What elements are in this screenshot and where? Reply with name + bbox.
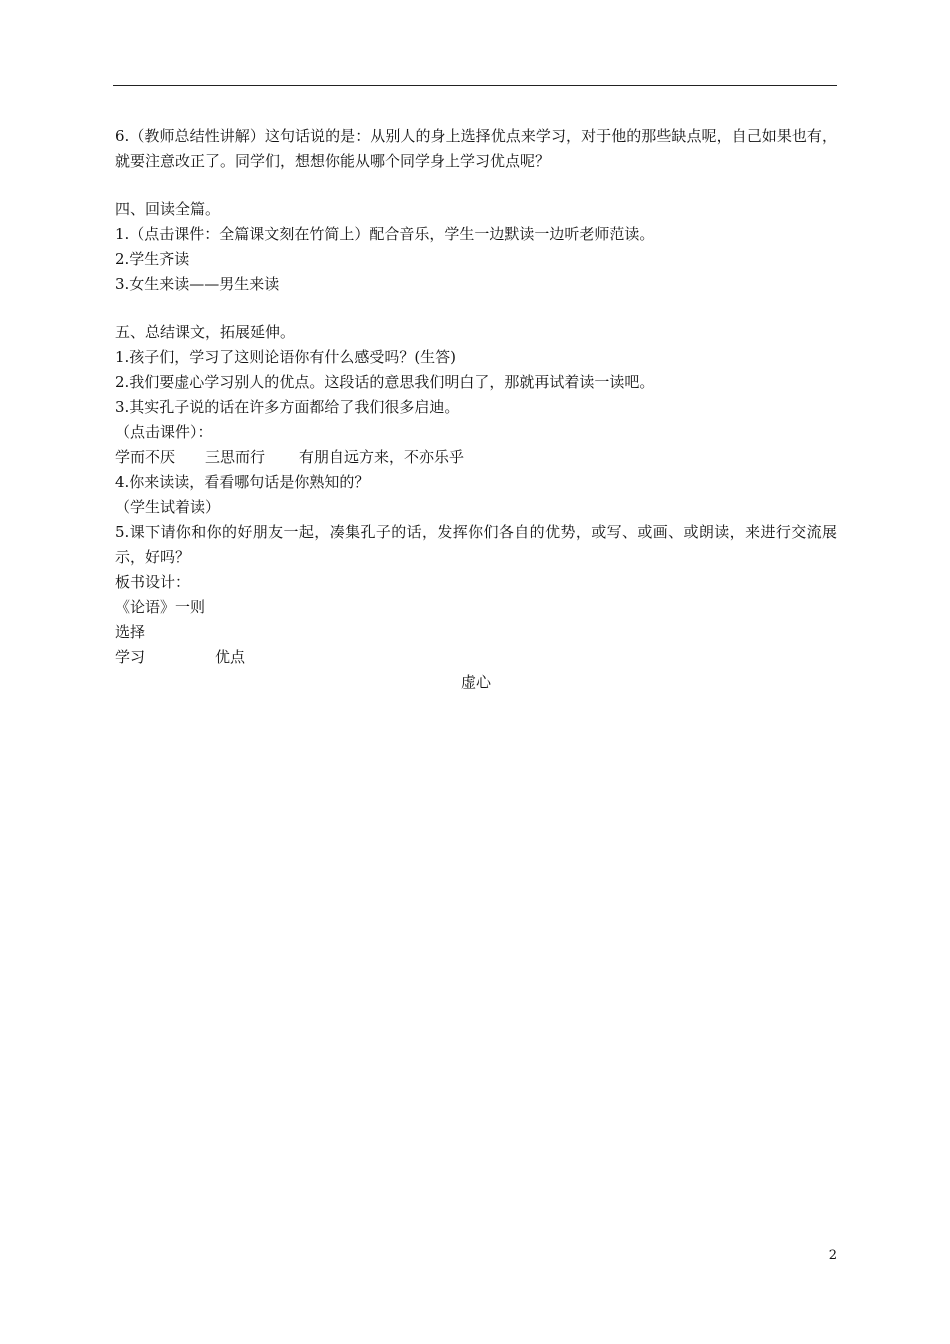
quotes-row	[115, 445, 837, 470]
board-word-humble: 虚心	[460, 673, 491, 691]
board-word-merit: 优点	[215, 648, 246, 666]
section-intro-item-6: 6.（教师总结性讲解）这句话说的是：从别人的身上选择优点来学习，对于他的那些缺点呢，自己如果也有，就要注意改正了。同学们，想想你能从哪个同学身上学习优点呢？	[115, 127, 837, 170]
student-read-note: （学生试着读）	[115, 498, 221, 516]
board-word-learn: 学习	[115, 648, 146, 666]
section-4-heading: 四、回读全篇。	[115, 200, 221, 218]
click-courseware-note: （点击课件）：	[115, 423, 213, 441]
board-title: 《论语》一则	[115, 598, 206, 616]
section-5-item-3: 3.其实孔子说的话在许多方面都给了我们很多启迪。	[115, 398, 460, 416]
quote-3: 有朋自远方来，不亦乐乎	[299, 448, 465, 466]
quote-1: 学而不厌	[115, 448, 176, 466]
board-row	[115, 645, 837, 670]
section-4-item-3: 3.女生来读——男生来读	[115, 275, 280, 293]
section-5-item-4: 4.你来读读，看看哪句话是你熟知的？	[115, 473, 370, 491]
section-5-heading: 五、总结课文，拓展延伸。	[115, 323, 296, 341]
section-4-item-2: 2.学生齐读	[115, 250, 190, 268]
section-5-item-2: 2.我们要虚心学习别人的优点。这段话的意思我们明白了，那就再试着读一读吧。	[115, 373, 655, 391]
header-rule	[113, 85, 837, 86]
section-5-item-1: 1.孩子们，学习了这则论语你有什么感受吗？(生答)	[115, 348, 457, 366]
board-heading: 板书设计：	[115, 573, 191, 591]
board-word-select: 选择	[115, 623, 146, 641]
paragraph-gap	[115, 297, 837, 320]
quote-2: 三思而行	[205, 448, 266, 466]
document-body	[115, 124, 837, 695]
section-5-item-5: 5.课下请你和你的好朋友一起，凑集孔子的话，发挥你们各自的优势，或写、或画、或朗读，来进行交流展示，好吗？	[115, 523, 837, 566]
section-4-item-1: 1.（点击课件：全篇课文刻在竹简上）配合音乐，学生一边默读一边听老师范读。	[115, 225, 655, 243]
page-number: 2	[828, 1248, 837, 1263]
paragraph-gap	[115, 174, 837, 197]
